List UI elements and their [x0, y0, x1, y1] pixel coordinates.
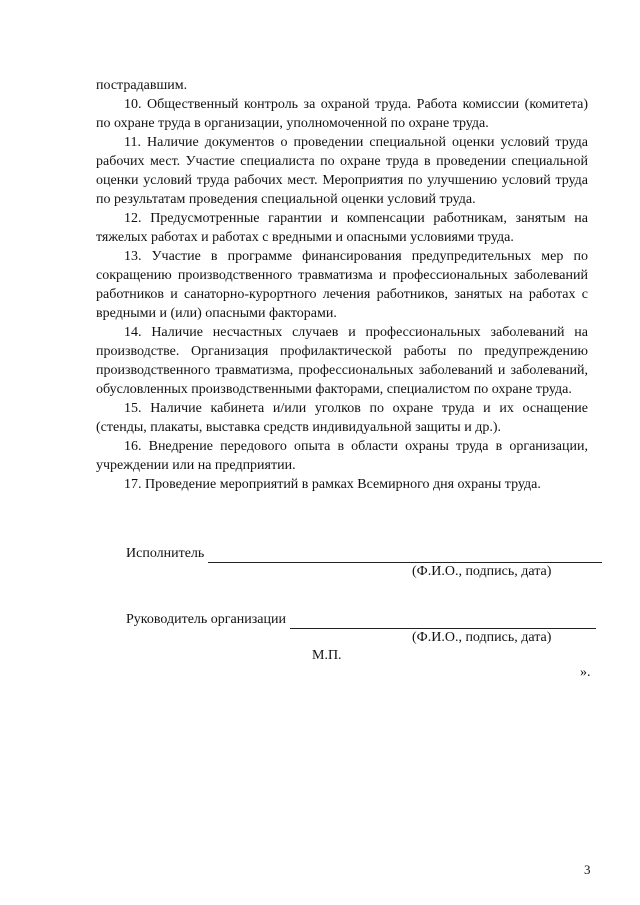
paragraph-item-12: 12. Предусмотренные гарантии и компенсации работникам, занятым на тяжелых работах и работах с вредными и опасными условиями труда. — [96, 211, 588, 245]
page-number: 3 — [584, 862, 591, 877]
document-body — [96, 76, 588, 494]
head-signature-line — [290, 614, 596, 629]
head-caption: (Ф.И.О., подпись, дата) — [412, 630, 552, 645]
executor-label: Исполнитель — [126, 546, 205, 561]
closing-quote: ». — [580, 665, 591, 680]
paragraph-item-16: 16. Внедрение передового опыта в области охраны труда в организации, учреждении или на предприятии. — [96, 439, 588, 473]
paragraph-item-14: 14. Наличие несчастных случаев и профессиональных заболеваний на производстве. Организация профилактической работы по предупреждению производственного травматизма, профессиональных заболеваний и заболеваний, обусловленных производственными факторами, специалистом по охране труда. — [96, 325, 588, 397]
paragraph-item-11: 11. Наличие документов о проведении специальной оценки условий труда рабочих мест. Участие специалиста по охране труда в проведении специальной оценки условий труда рабочих мест. Мероприятия по улучшению условий труда по результатам проведения специальной оценки условий труда. — [96, 135, 588, 207]
paragraph-item-13: 13. Участие в программе финансирования предупредительных мер по сокращению производственного травматизма и профессиональных заболеваний работников и санаторно-курортного лечения работников, занятых на работах с вредными и (или) опасными факторами. — [96, 249, 588, 321]
executor-signature-row — [126, 545, 602, 563]
stamp-place-label: М.П. — [312, 648, 342, 663]
head-label: Руководитель организации — [126, 612, 286, 627]
paragraph-continuation: пострадавшим. — [96, 78, 188, 93]
paragraph-item-17: 17. Проведение мероприятий в рамках Всемирного дня охраны труда. — [124, 477, 541, 492]
paragraph-item-15: 15. Наличие кабинета и/или уголков по охране труда и их оснащение (стенды, плакаты, выставка средств индивидуальной защиты и др.). — [96, 401, 588, 435]
paragraph-item-10: 10. Общественный контроль за охраной труда. Работа комиссии (комитета) по охране труда в организации, уполномоченной по охране труда. — [96, 97, 588, 131]
executor-caption: (Ф.И.О., подпись, дата) — [412, 564, 552, 579]
head-signature-row — [126, 611, 596, 629]
executor-signature-line — [208, 548, 602, 563]
